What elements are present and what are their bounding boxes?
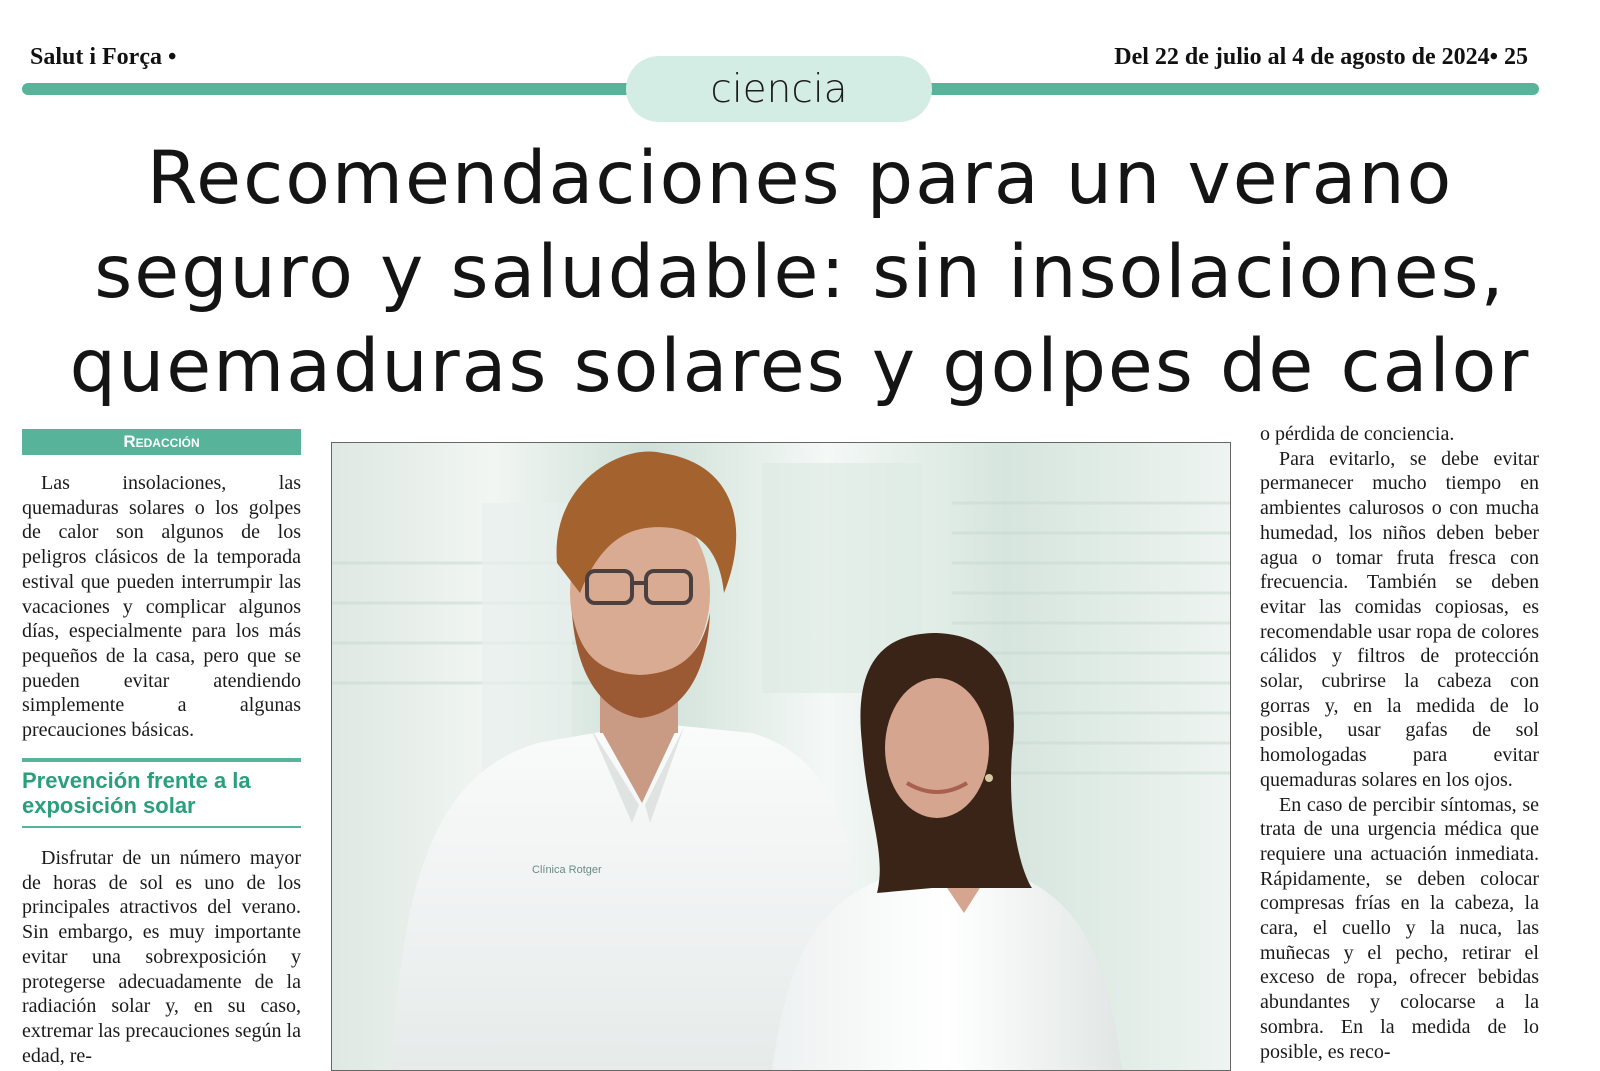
subheading-rule-top [22,758,301,762]
body-column-right [1260,422,1539,1064]
body-column-left [22,846,301,1068]
article-headline [20,132,1580,414]
section-label: ciencia [626,56,932,122]
header-rule-right [925,83,1539,95]
publication-name: Salut i Força • [30,44,177,70]
body-paragraph: Para evitarlo, se debe evitar permanecer mucho tiempo en ambientes calurosos o con mucha humedad, los niños deben beber agua o tomar fruta fresca con frecuencia. También se deben evitar las comidas copiosas, es recomendable usar ropa de colores cálidos y filtros de protección solar, cubrirse la cabeza con gorras y, en la medida de lo posible, usar gafas de sol homologadas para evitar quemaduras solares en los ojos. [1260,447,1539,791]
intro-column [22,471,301,743]
issue-date-page: Del 22 de julio al 4 de agosto de 2024• 25 [1114,44,1528,70]
subheading-rule-bottom [22,826,301,828]
headline-line: quemaduras solares y golpes de calor [69,324,1531,409]
intro-paragraph: Las insolaciones, las quemaduras solares o los golpes de calor son algunos de los peligros clásicos de la temporada estival que pueden interrumpir las vacaciones y complicar algunos días, especialmente para los más pequeños de la casa, pero que se pueden evitar atendiendo simplemente a algunas precauciones básicas. [22,472,301,742]
header-rule-left [22,83,632,95]
body-paragraph: Disfrutar de un número mayor de horas de sol es uno de los principales atractivos del verano. Sin embargo, es muy importante evitar una sobrexposición y protegerse adecuadamente de la radiación solar y, en su caso, extremar las precauciones según la edad, re- [22,847,301,1067]
coat-logo: Clínica Rotger [532,864,602,876]
body-paragraph: En caso de percibir síntomas, se trata de una urgencia médica que requiere una actuación inmediata. Rápidamente, se deben colocar compresas frías en la cabeza, la cara, el cuello y la nuca, las muñecas y el pecho, retirar el exceso de ropa, ofrecer bebidas abundantes y colocarse a la sombra. En la medida de lo posible, es reco- [1260,793,1539,1063]
doctors-photo-illustration [332,443,1230,1070]
article-photo [331,442,1231,1071]
body-paragraph: o pérdida de conciencia. [1260,423,1455,445]
headline-line: seguro y saludable: sin insolaciones, [94,230,1506,315]
subheading: Prevención frente a la exposición solar [22,768,251,818]
headline-line: Recomendaciones para un verano [146,136,1454,221]
byline: Redacción [22,429,301,455]
